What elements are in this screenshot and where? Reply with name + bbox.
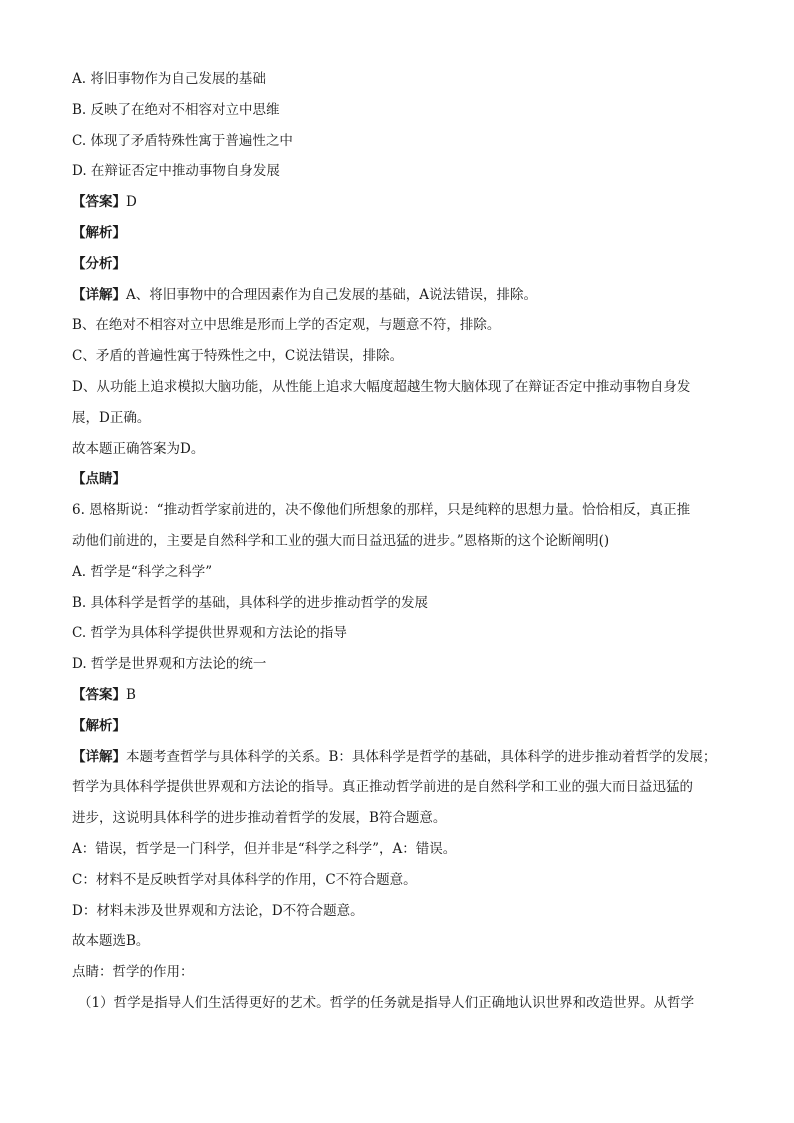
q5-detail-first: A、将旧事物中的合理因素作为自己发展的基础，A说法错误，排除。: [126, 286, 537, 303]
q5-dianjing-tag: 【点睛】: [72, 471, 126, 488]
q6-detail-line1: [72, 742, 722, 773]
q6-rebuttal-d: D：材料未涉及世界观和方法论，D不符合题意。: [72, 902, 364, 919]
q6-analysis-tag: 【解析】: [72, 717, 126, 734]
q6-stem-line2: 动他们前进的，主要是自然科学和工业的强大而日益迅猛的进步。”恩格斯的这个论断阐明(): [72, 532, 610, 549]
q5-detail-d-line2: 展，D正确。: [72, 409, 151, 426]
q5-conclusion: 故本题正确答案为D。: [72, 440, 205, 457]
q6-stem-line1: 6. 恩格斯说：“推动哲学家前进的，决不像他们所想象的那样，只是纯粹的思想力量。恰恰相反，真正推: [72, 502, 691, 519]
q6-dianjing-head: 点睛：哲学的作用：: [72, 964, 194, 981]
q5-option-a: A. 将旧事物作为自己发展的基础: [72, 71, 266, 87]
q5-fenxi-tag: 【分析】: [72, 255, 126, 272]
q5-answer-tag: 【答案】: [72, 194, 126, 211]
q6-rebuttal-a: A：错误，哲学是一门科学，但并非是“科学之科学”，A：错误。: [72, 840, 457, 857]
q5-detail-tag: 【详解】: [72, 286, 126, 303]
q6-detail-tag: 【详解】: [72, 748, 126, 765]
q5-option-c: C. 体现了矛盾特殊性寓于普遍性之中: [72, 132, 293, 149]
q5-analysis-tag: 【解析】: [72, 224, 126, 241]
q5-answer: [72, 187, 722, 218]
q6-answer-tag: 【答案】: [72, 686, 126, 703]
q5-detail-d-line1: D、从功能上追求模拟大脑功能，从性能上追求大幅度超越生物大脑体现了在辩证否定中推动事物自身发: [72, 378, 691, 395]
q6-option-d: D. 哲学是世界观和方法论的统一: [72, 656, 267, 673]
q6-answer-value: B: [126, 686, 136, 703]
q5-detail-a: [72, 280, 722, 311]
q6-dianjing-point1: （1）哲学是指导人们生活得更好的艺术。哲学的任务就是指导人们正确地认识世界和改造世界。从哲学: [78, 994, 695, 1011]
q5-detail-b: B、在绝对不相容对立中思维是形而上学的否定观，与题意不符，排除。: [72, 317, 501, 334]
q5-answer-value: D: [126, 194, 137, 211]
q6-detail-text1: 本题考查哲学与具体科学的关系。B：具体科学是哲学的基础，具体科学的进步推动着哲学的发展；: [126, 748, 717, 765]
document-page: [72, 64, 722, 1019]
q6-conclusion: 故本题选B。: [72, 933, 150, 950]
q6-detail-line2: 哲学为具体科学提供世界观和方法论的指导。真正推动哲学前进的是自然科学和工业的强大而日益迅猛的: [72, 779, 693, 796]
q5-option-b: B. 反映了在绝对不相容对立中思维: [72, 101, 280, 118]
q6-detail-line3: 进步，这说明具体科学的进步推动着哲学的发展，B符合题意。: [72, 810, 447, 827]
q6-option-a: A. 哲学是“科学之科学”: [72, 563, 213, 580]
q5-detail-c: C、矛盾的普遍性寓于特殊性之中，C说法错误，排除。: [72, 348, 404, 365]
q6-rebuttal-c: C：材料不是反映哲学对具体科学的作用，C不符合题意。: [72, 871, 417, 888]
q6-option-c: C. 哲学为具体科学提供世界观和方法论的指导: [72, 625, 347, 642]
q6-option-b: B. 具体科学是哲学的基础，具体科学的进步推动哲学的发展: [72, 594, 429, 611]
q5-option-d: D. 在辩证否定中推动事物自身发展: [72, 163, 280, 180]
q6-answer: [72, 680, 722, 711]
